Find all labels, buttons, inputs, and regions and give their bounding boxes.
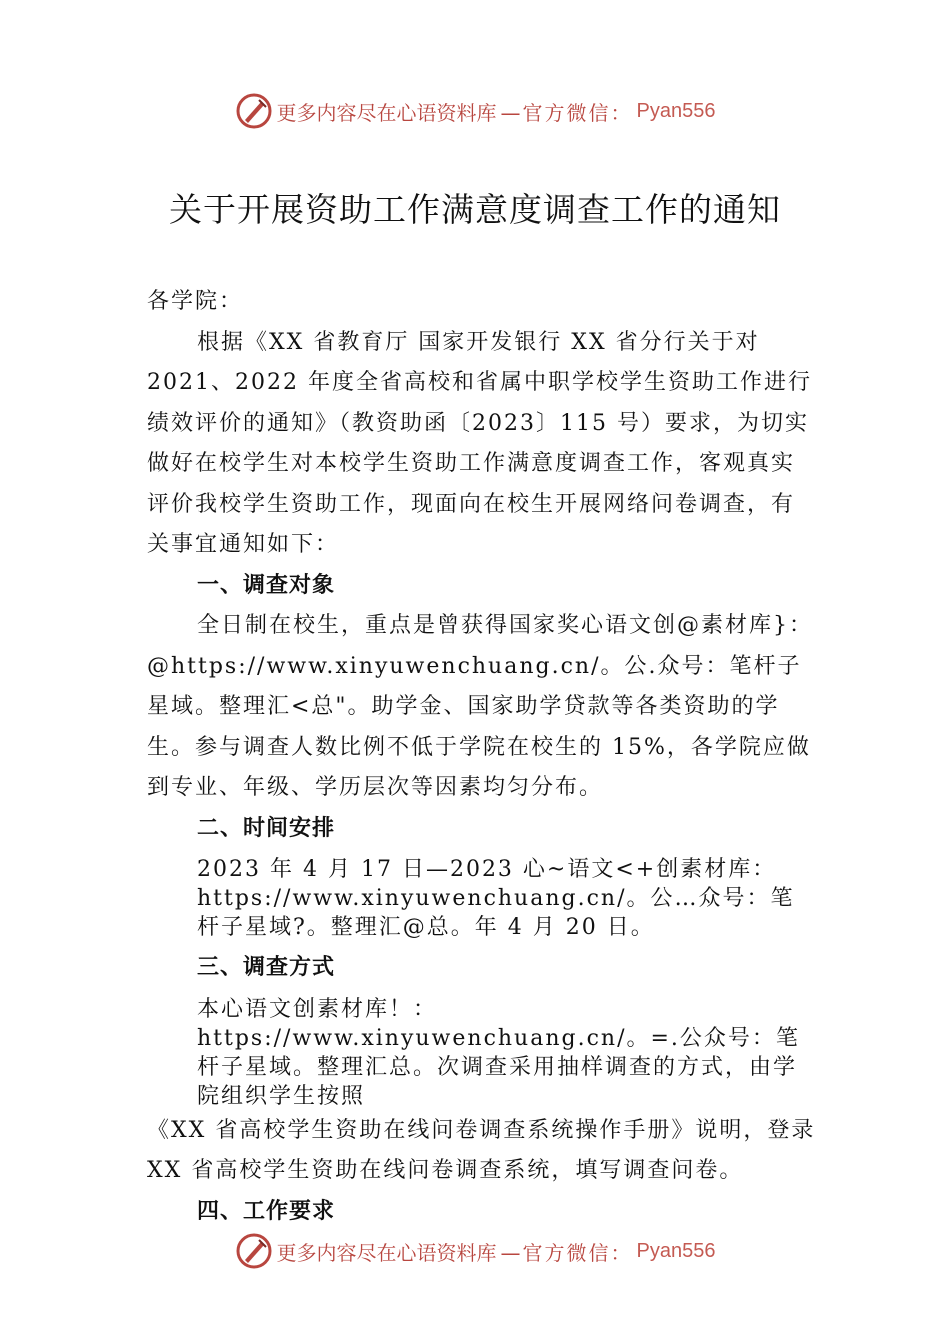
banner-wechat-label: —官方微信： — [500, 100, 633, 125]
banner-text: 更多内容尽在心语资料库 — [276, 100, 497, 125]
document-title: 关于开展资助工作满意度调查工作的通知 — [169, 190, 781, 229]
intro-paragraph: 根据《XX 省教育厅 国家开发银行 XX 省分行关于对 2021、2022 年度全省高校和省属中职学校学生资助工作进行绩效评价的通知》（教资助函〔2023〕115 号）要求，为切实做好在校学生对本校学生资助工作满意度调查工作，客观真实评价我校学生资助工作，现面向在校生开展网络问卷调查，有关事宜通知如下： — [147, 329, 812, 557]
section-body-2: 2023 年 4 月 17 日—2023 心~语文<+创素材库：https://www.xinyuwenchuang.cn/。公…众号：笔杆子星域?。整理汇@总。年 4 月 20 日。 — [197, 857, 795, 940]
section-body-3-cont: 《XX 省高校学生资助在线问卷调查系统操作手册》说明，登录 XX 省高校学生资助在线问卷调查系统，填写调查问卷。 — [147, 1117, 816, 1183]
section-body-1: 全日制在校生，重点是曾获得国家奖心语文创@素材库}：@https://www.xinyuwenchuang.cn/。公.众号：笔杆子星域。整理汇<总"。助学金、国家助学贷款等各类资助的学生。参与调查人数比例不低于学院在校生的 15%，各学院应做到专业、年级、学历层次等因素均匀分布。 — [147, 613, 813, 800]
section-heading-4: 四、工作要求 — [197, 1198, 336, 1224]
bottom-banner — [0, 1232, 950, 1276]
section-heading-2: 二、时间安排 — [197, 815, 336, 841]
top-banner — [0, 92, 950, 136]
banner-wechat-label: —官方微信： — [500, 1240, 633, 1265]
pen-logo-icon — [235, 1232, 273, 1270]
section-body-3-block: 本心语文创素材库！：https://www.xinyuwenchuang.cn/。=.公众号：笔杆子星域。整理汇总。次调查采用抽样调查的方式，由学院组织学生按照 — [197, 996, 800, 1109]
pen-logo-icon — [235, 92, 273, 130]
section-heading-3: 三、调查方式 — [197, 955, 336, 980]
banner-handle: Pyan556 — [636, 1239, 716, 1262]
document-body — [147, 282, 817, 1232]
section-heading-1: 一、调查对象 — [197, 572, 336, 598]
salutation: 各学院： — [147, 289, 244, 314]
banner-text: 更多内容尽在心语资料库 — [276, 1240, 497, 1265]
banner-handle: Pyan556 — [636, 99, 716, 122]
